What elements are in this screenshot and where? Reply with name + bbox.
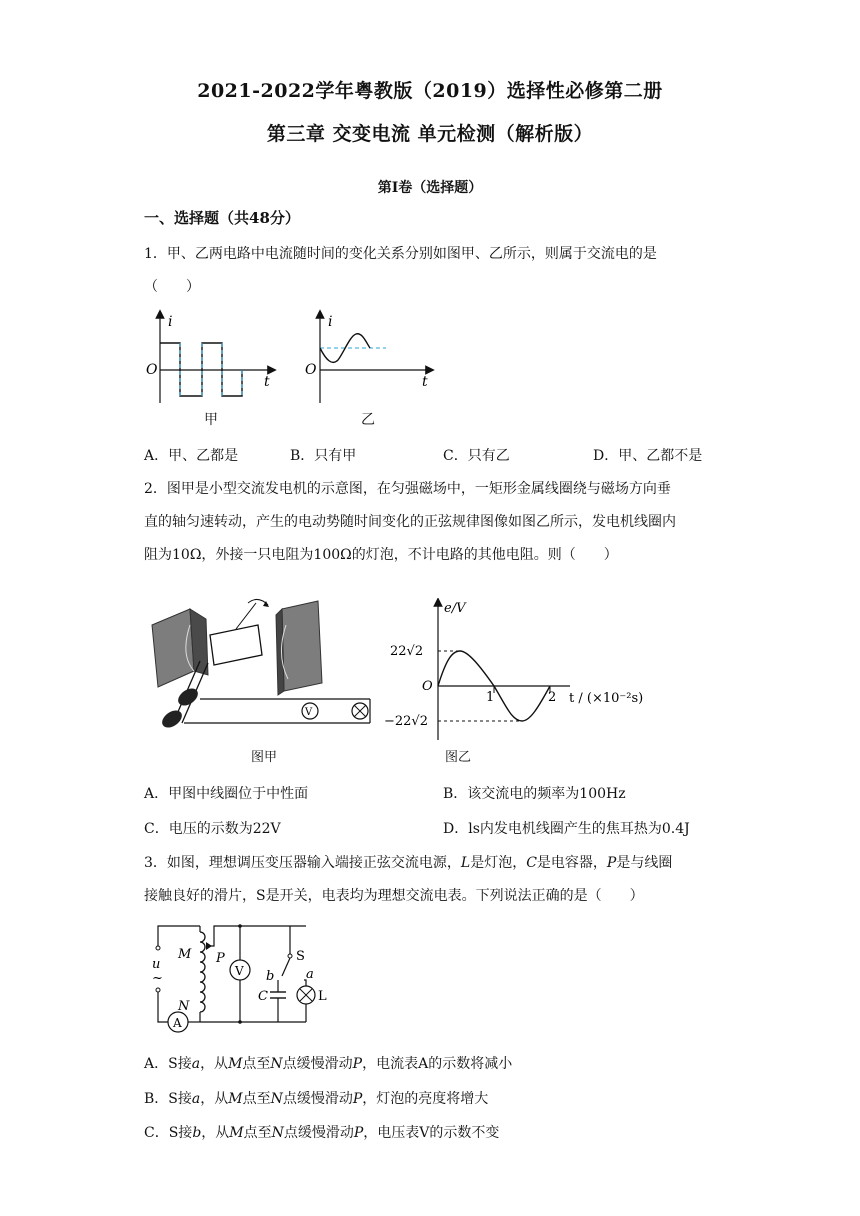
q3-circuit-diagram bbox=[140, 918, 340, 1038]
switch-icon bbox=[282, 958, 290, 976]
q2-option-c[interactable]: C．电压的示数为22V bbox=[144, 821, 281, 837]
title-line-1: 2021-2022学年粤教版（2019）选择性必修第二册 bbox=[197, 80, 663, 102]
q1-option-c[interactable]: C．只有乙 bbox=[443, 448, 510, 464]
x-tick-2: 2 bbox=[548, 690, 557, 705]
svg-text:L: L bbox=[318, 989, 327, 1004]
svg-text:M: M bbox=[178, 947, 192, 962]
x-tick-1: 1 bbox=[486, 690, 495, 705]
origin-label: O bbox=[146, 362, 158, 378]
svg-text:u: u bbox=[152, 957, 161, 972]
transformer-coil-icon bbox=[200, 932, 205, 1012]
q2-caption-jia: 图甲 bbox=[251, 750, 278, 765]
svg-text:S: S bbox=[296, 949, 305, 964]
q1-stem-line-2: （ ） bbox=[144, 279, 200, 295]
q3-option-c[interactable]: C．S接b，从M点至N点缓慢滑动P，电压表V的示数不变 bbox=[144, 1125, 500, 1141]
q1-caption-jia: 甲 bbox=[204, 412, 218, 428]
q2-stem-line-1: 2．图甲是小型交流发电机的示意图，在匀强磁场中，一矩形金属线圈绕与磁场方向垂 bbox=[144, 481, 671, 497]
axis-label-i: i bbox=[168, 314, 173, 330]
q1-caption-yi: 乙 bbox=[361, 412, 375, 428]
q2-stem-line-2: 直的轴匀速转动，产生的电动势随时间变化的正弦规律图像如图乙所示，发电机线圈内 bbox=[144, 514, 676, 530]
svg-text:N: N bbox=[178, 999, 190, 1014]
q1-option-d[interactable]: D．甲、乙都不是 bbox=[593, 448, 703, 464]
q2-option-a[interactable]: A．甲图中线圈位于中性面 bbox=[144, 786, 309, 802]
origin-label: O bbox=[305, 362, 317, 378]
y-trough-label: −22√2 bbox=[384, 714, 428, 729]
svg-text:V: V bbox=[305, 707, 313, 718]
svg-text:~: ~ bbox=[152, 971, 163, 986]
axis-label-t: t bbox=[264, 374, 270, 390]
q3-stem-line-1: 3．如图，理想调压变压器输入端接正弦交流电源，L是灯泡，C是电容器，P是与线圈 bbox=[144, 855, 673, 871]
q1-stem-line-1: 1．甲、乙两电路中电流随时间的变化关系分别如图甲、乙所示，则属于交流电的是 bbox=[144, 246, 657, 262]
origin-label: O bbox=[422, 679, 433, 694]
svg-text:a: a bbox=[306, 967, 314, 982]
axis-label-t: t bbox=[422, 374, 428, 390]
q2-option-d[interactable]: D．ls内发电机线圈产生的焦耳热为0.4J bbox=[443, 821, 690, 837]
svg-text:A: A bbox=[173, 1016, 182, 1030]
section-heading: 一、选择题（共48分） bbox=[144, 209, 300, 227]
q3-option-b[interactable]: B．S接a，从M点至N点缓慢滑动P，灯泡的亮度将增大 bbox=[144, 1091, 489, 1107]
q1-option-a[interactable]: A．甲、乙都是 bbox=[144, 448, 239, 464]
axis-label-t: t / (×10⁻²s) bbox=[569, 691, 644, 706]
q3-option-a[interactable]: A．S接a，从M点至N点缓慢滑动P，电流表A的示数将减小 bbox=[144, 1056, 513, 1072]
svg-text:b: b bbox=[266, 969, 275, 984]
title-line-2: 第三章 交变电流 单元检测（解析版） bbox=[266, 123, 594, 145]
axis-label-i: i bbox=[328, 314, 333, 330]
q1-option-b[interactable]: B．只有甲 bbox=[290, 448, 357, 464]
q2-caption-yi: 图乙 bbox=[445, 750, 472, 765]
svg-text:V: V bbox=[235, 964, 244, 978]
svg-text:P: P bbox=[216, 951, 225, 966]
volume-heading: 第Ⅰ卷（选择题） bbox=[377, 180, 483, 196]
q2-emf-graph bbox=[380, 598, 650, 743]
y-peak-label: 22√2 bbox=[390, 644, 424, 659]
q2-stem-line-3: 阻为10Ω，外接一只电阻为100Ω的灯泡，不计电路的其他电阻。则（ ） bbox=[144, 547, 618, 563]
q2-option-b[interactable]: B．该交流电的频率为100Hz bbox=[443, 786, 626, 802]
q2-generator-diagram bbox=[150, 595, 390, 745]
q3-stem-line-2: 接触良好的滑片，S是开关，电表均为理想交流电表。下列说法正确的是（ ） bbox=[144, 888, 644, 904]
axis-label-e: e/V bbox=[444, 601, 466, 616]
svg-text:C: C bbox=[258, 989, 268, 1004]
